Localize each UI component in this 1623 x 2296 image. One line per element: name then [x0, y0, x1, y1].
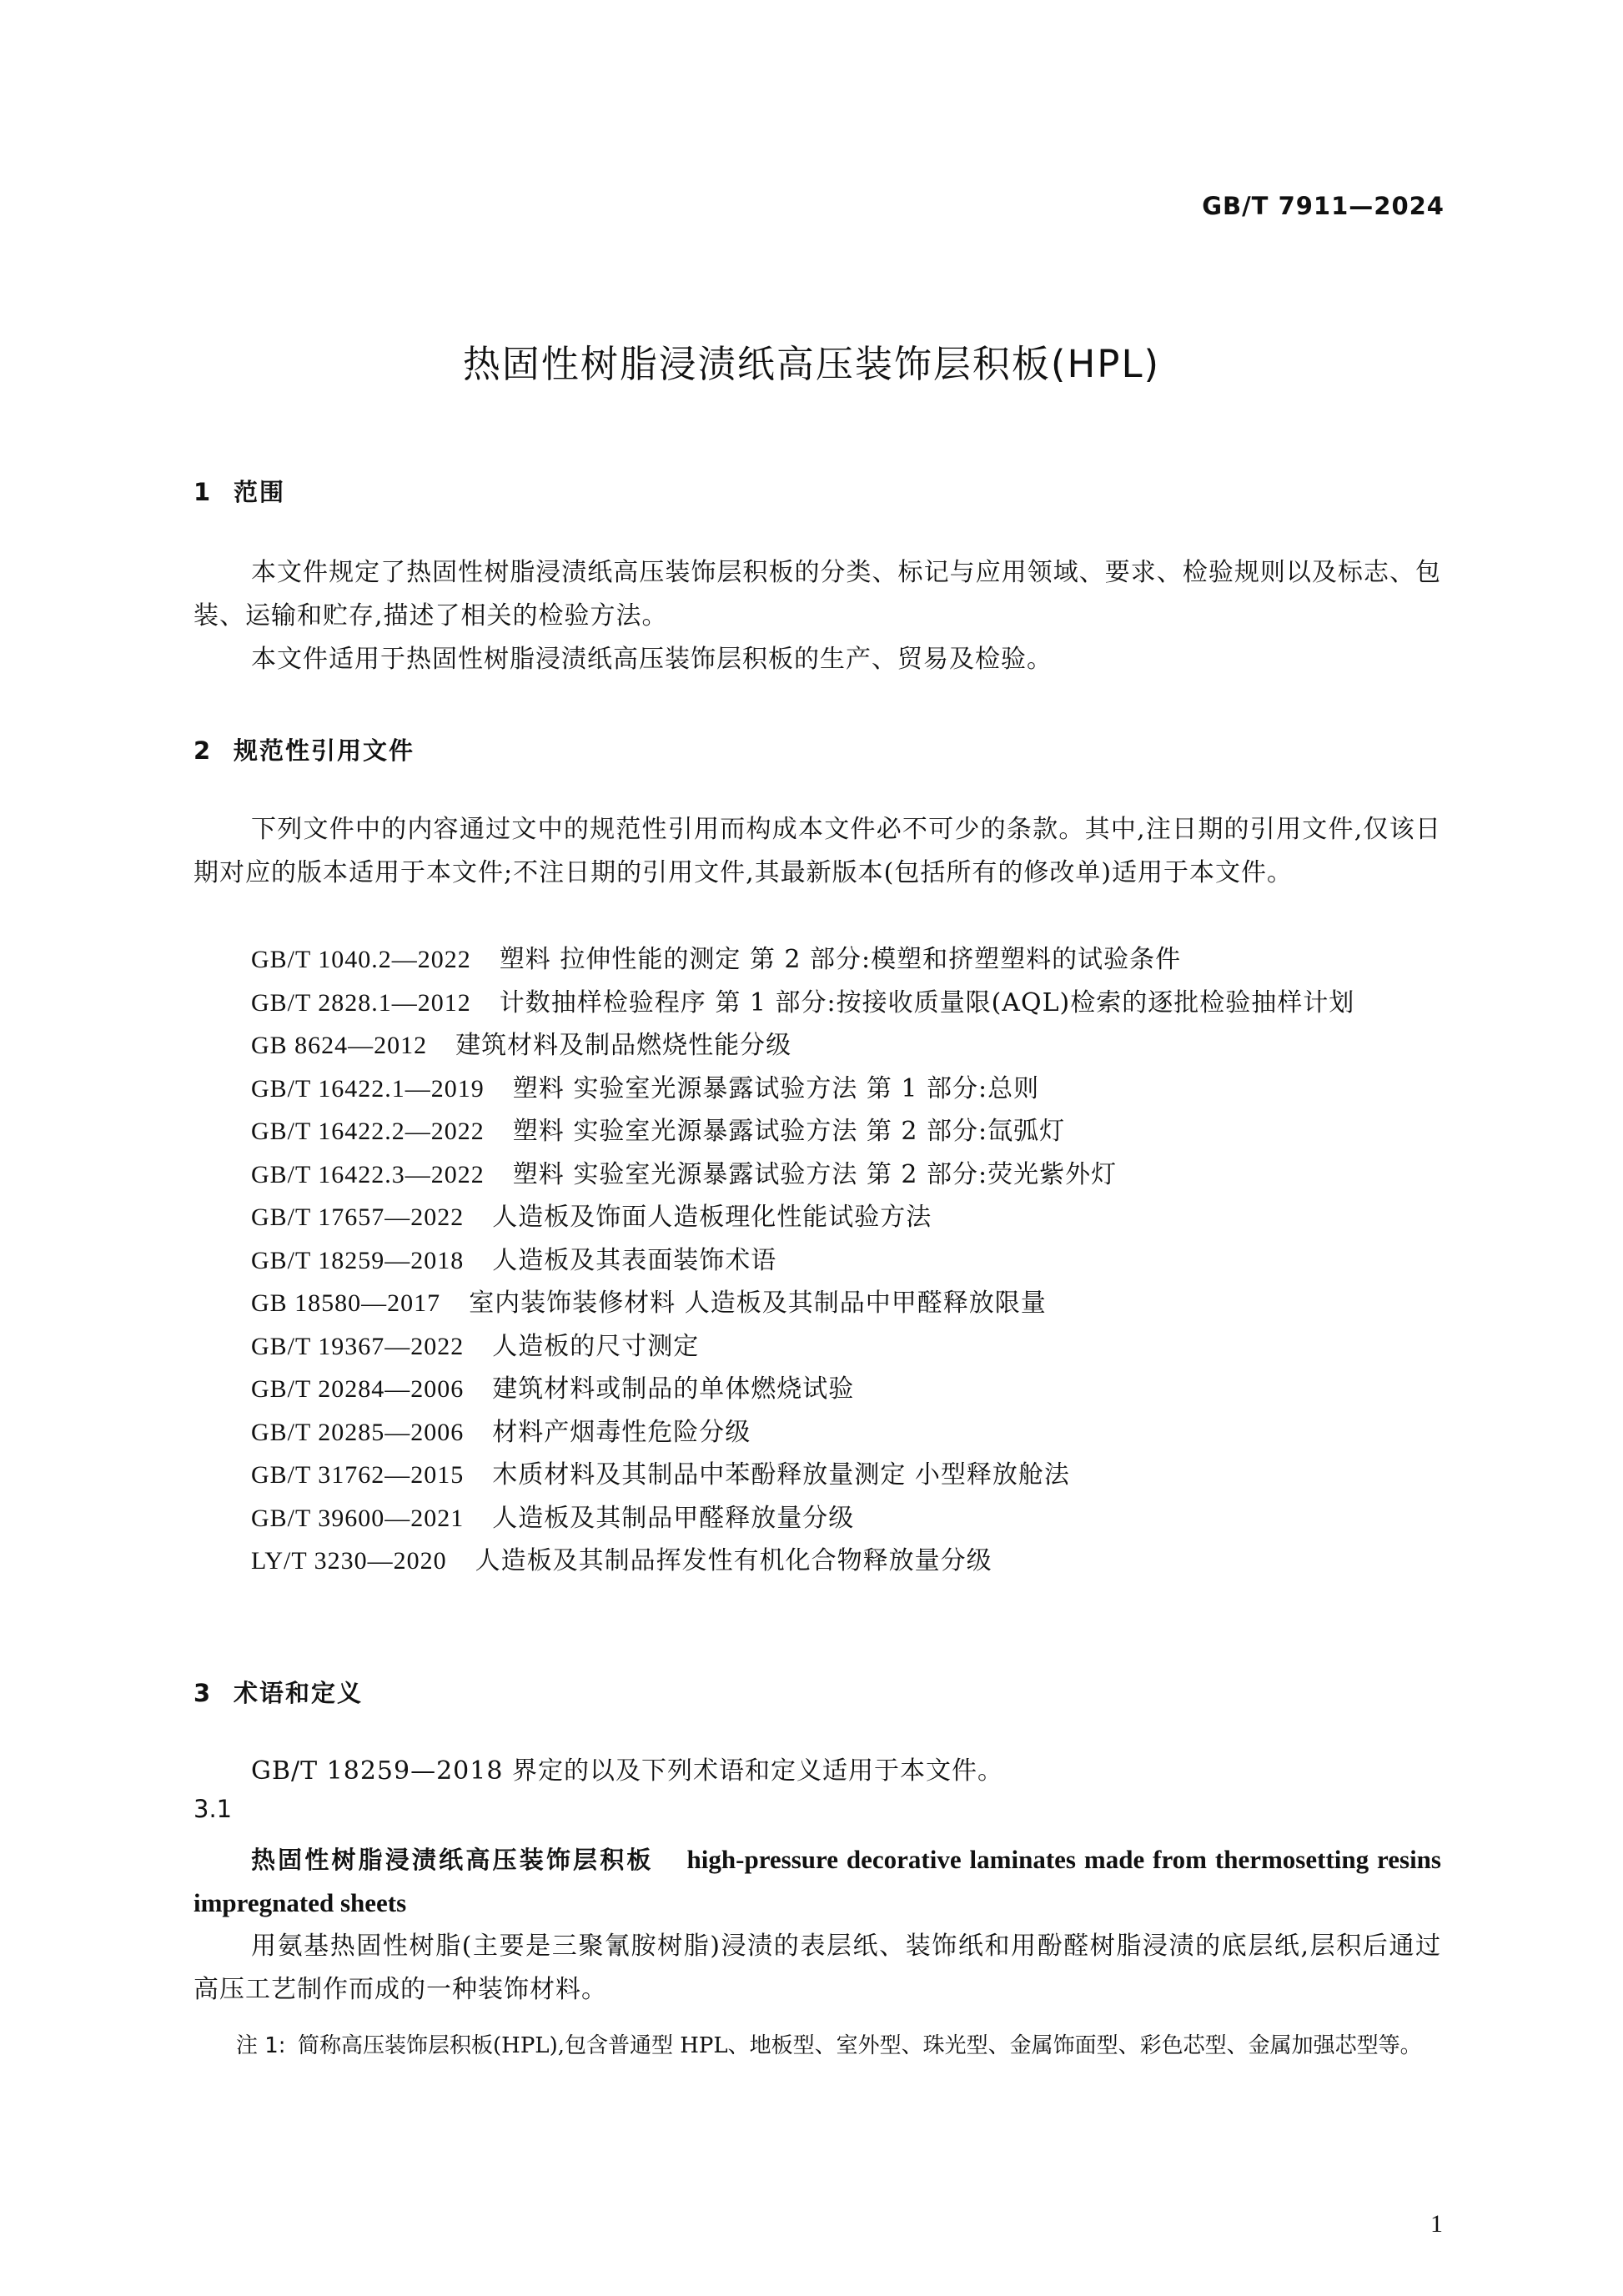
reference-title: 人造板的尺寸测定: [492, 1331, 700, 1361]
references-intro-paragraph: 下列文件中的内容通过文中的规范性引用而构成本文件必不可少的条款。其中,注日期的引用文件,仅该日期对应的版本适用于本文件;不注日期的引用文件,其最新版本(包括所有的修改单)适用于本文件。: [193, 815, 1441, 887]
reference-list: [193, 938, 1441, 1583]
reference-code: GB/T 18259—2018: [251, 1246, 465, 1274]
page-number: 1: [1430, 2210, 1443, 2238]
reference-item: [193, 1540, 1441, 1583]
scope-applicability-paragraph: 本文件适用于热固性树脂浸渍纸高压装饰层积板的生产、贸易及检验。: [251, 645, 1053, 674]
reference-item: [193, 1325, 1441, 1369]
scope-paragraph: 本文件规定了热固性树脂浸渍纸高压装饰层积板的分类、标记与应用领域、要求、检验规则以及标志、包装、运输和贮存,描述了相关的检验方法。: [193, 558, 1441, 631]
reference-code: GB/T 20285—2006: [251, 1418, 465, 1446]
reference-title: 室内装饰装修材料 人造板及其制品中甲醛释放限量: [469, 1289, 1047, 1318]
document-number: GB/T 7911—2024: [1202, 192, 1445, 220]
reference-item: [193, 1068, 1441, 1111]
section-heading-scope: [193, 474, 285, 508]
reference-item: [193, 938, 1441, 982]
reference-code: GB/T 16422.1—2019: [251, 1074, 485, 1103]
reference-title: 塑料 实验室光源暴露试验方法 第 1 部分:总则: [512, 1073, 1040, 1103]
reference-title: 塑料 拉伸性能的测定 第 2 部分:模塑和挤塑塑料的试验条件: [499, 945, 1182, 974]
note-text: 简称高压装饰层积板(HPL),包含普通型 HPL、地板型、室外型、珠光型、金属饰面型、彩色芯型、金属加强芯型等。: [298, 2033, 1422, 2058]
section-heading-normative-references: [193, 732, 415, 766]
reference-code: GB/T 2828.1—2012: [251, 988, 471, 1017]
term-note: [236, 2025, 1441, 2067]
reference-item: [193, 1497, 1441, 1540]
reference-code: GB/T 17657—2022: [251, 1203, 465, 1231]
section-title: 规范性引用文件: [234, 736, 415, 765]
reference-item: [193, 1411, 1441, 1454]
note-label: 注 1:: [236, 2033, 286, 2058]
section-title: 范围: [234, 478, 286, 506]
reference-code: GB/T 39600—2021: [251, 1504, 465, 1532]
reference-code: GB/T 19367—2022: [251, 1332, 465, 1360]
term-number: 3.1: [193, 1795, 233, 1823]
reference-item: [193, 1024, 1441, 1068]
reference-item: [193, 1282, 1441, 1325]
reference-title: 人造板及其制品挥发性有机化合物释放量分级: [475, 1546, 992, 1575]
reference-item: [193, 982, 1441, 1025]
term-definition: 用氨基热固性树脂(主要是三聚氰胺树脂)浸渍的表层纸、装饰纸和用酚醛树脂浸渍的底层纸,层积后通过高压工艺制作而成的一种装饰材料。: [193, 1932, 1441, 2004]
reference-item: [193, 1368, 1441, 1411]
section-number: 3: [193, 1679, 213, 1707]
reference-code: LY/T 3230—2020: [251, 1547, 447, 1575]
section-heading-terms-definitions: [193, 1675, 363, 1709]
terms-intro-paragraph: GB/T 18259—2018 界定的以及下列术语和定义适用于本文件。: [251, 1756, 1003, 1786]
reference-title: 人造板及其制品甲醛释放量分级: [492, 1503, 855, 1533]
section-number: 2: [193, 736, 213, 765]
reference-code: GB 8624—2012: [251, 1032, 428, 1059]
reference-title: 建筑材料及制品燃烧性能分级: [455, 1031, 792, 1060]
reference-item: [193, 1239, 1441, 1283]
reference-code: GB 18580—2017: [251, 1289, 441, 1317]
reference-item: [193, 1454, 1441, 1497]
reference-title: 人造板及饰面人造板理化性能试验方法: [492, 1203, 932, 1232]
term-name-chinese: 热固性树脂浸渍纸高压装饰层积板: [251, 1846, 654, 1874]
term-heading: [193, 1838, 1441, 1925]
reference-item: [193, 1153, 1441, 1197]
term-name-english: high-pressure decorative laminates made from thermosetting resins impregnated sheets: [193, 1845, 1441, 1917]
reference-title: 计数抽样检验程序 第 1 部分:按接收质量限(AQL)检索的逐批检验抽样计划: [499, 987, 1355, 1017]
reference-title: 塑料 实验室光源暴露试验方法 第 2 部分:荧光紫外灯: [512, 1159, 1118, 1189]
reference-item: [193, 1196, 1441, 1239]
reference-title: 材料产烟毒性危险分级: [492, 1417, 751, 1447]
section-title: 术语和定义: [234, 1679, 364, 1707]
reference-title: 塑料 实验室光源暴露试验方法 第 2 部分:氙弧灯: [512, 1117, 1066, 1146]
reference-title: 建筑材料或制品的单体燃烧试验: [492, 1374, 855, 1404]
reference-code: GB/T 31762—2015: [251, 1461, 465, 1489]
reference-code: GB/T 16422.2—2022: [251, 1118, 485, 1145]
reference-title: 木质材料及其制品中苯酚释放量测定 小型释放舱法: [492, 1460, 1070, 1490]
section-number: 1: [193, 478, 213, 506]
reference-title: 人造板及其表面装饰术语: [492, 1245, 777, 1275]
reference-code: GB/T 16422.3—2022: [251, 1160, 485, 1188]
reference-item: [193, 1110, 1441, 1153]
reference-code: GB/T 1040.2—2022: [251, 946, 471, 973]
reference-code: GB/T 20284—2006: [251, 1375, 465, 1403]
document-title: 热固性树脂浸渍纸高压装饰层积板(HPL): [462, 342, 1161, 386]
